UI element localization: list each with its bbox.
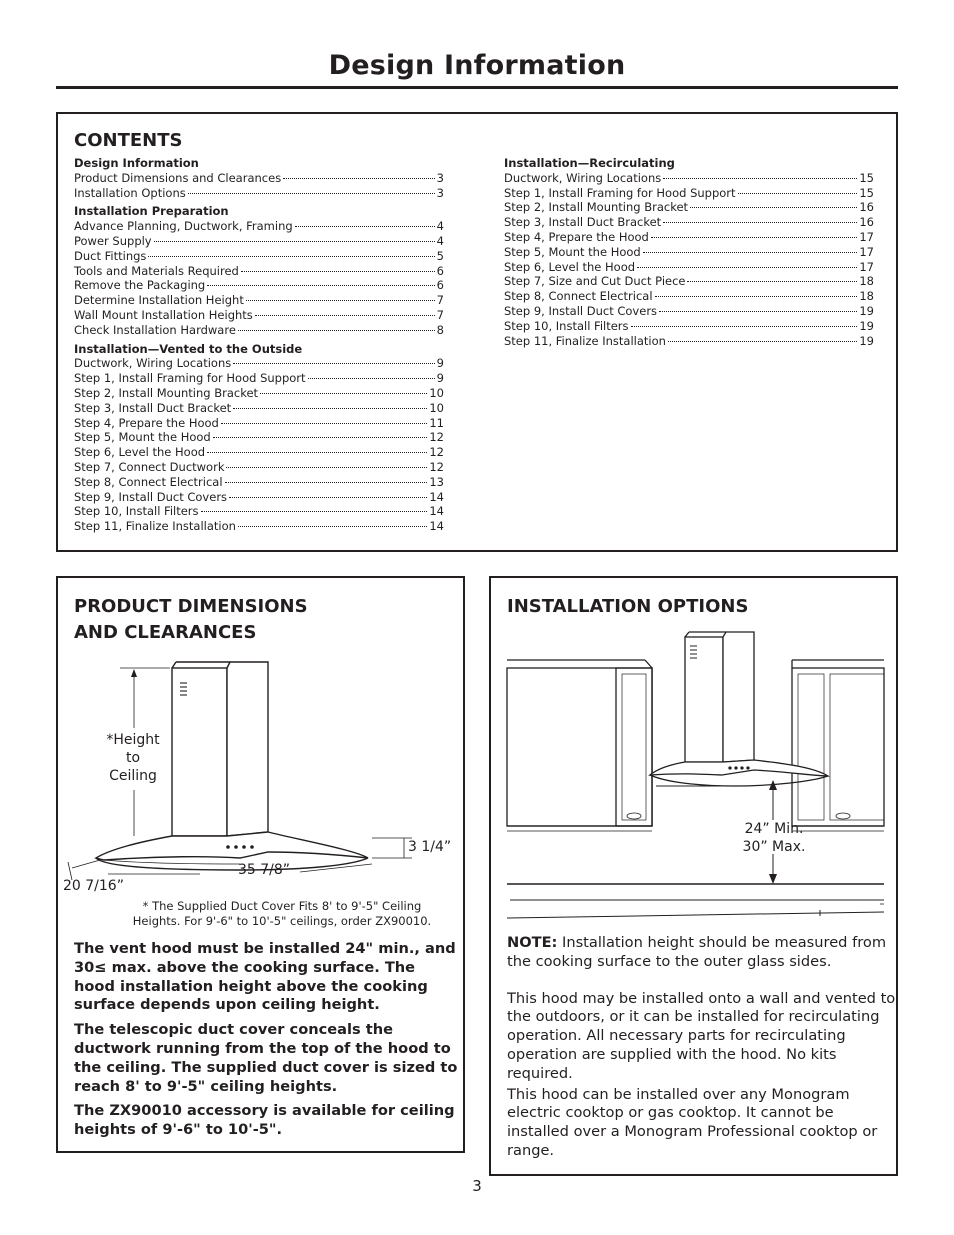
toc-entry-label: Step 8, Connect Electrical [74,474,223,489]
page-title: Design Information [328,50,626,81]
toc-entry-page: 19 [859,318,874,333]
toc-entry-label: Remove the Packaging [74,278,206,293]
toc-entry-label: Step 6, Level the Hood [74,445,206,460]
toc-entry-page: 7 [436,293,444,308]
toc-entry-page: 3 [436,170,444,185]
toc-entry-label: Check Installation Hardware [74,322,236,337]
page-number: 3 [472,1177,482,1195]
toc-entry-label: Product Dimensions and Clearances [74,170,282,185]
toc-entry-label: Installation Options [74,185,186,200]
toc-entry-label: Step 10, Install Filters [504,318,629,333]
toc-entry-label: Power Supply [74,233,152,248]
toc-entry-page: 16 [859,200,874,215]
toc-entry-label: Step 7, Connect Ductwork [74,459,225,474]
height-range-label [730,820,818,856]
toc-entry-label: Step 3, Install Duct Bracket [504,215,662,230]
toc-entry-page: 7 [436,307,444,322]
toc-entry-page: 10 [429,400,444,415]
depth-dimension: 20 7/16” [63,878,124,894]
toc-entry-label: Step 9, Install Duct Covers [504,303,658,318]
toc-entry-page: 12 [429,430,444,445]
toc-entry-label: Step 4, Prepare the Hood [504,229,649,244]
toc-section-heading: Installation—Recirculating [504,156,675,170]
dimensions-heading-line2: AND CLEARANCES [74,622,257,643]
toc-entry-label: Advance Planning, Ductwork, Framing [74,219,293,234]
toc-entry-page: 17 [859,244,874,259]
toc-entry-label: Step 4, Prepare the Hood [74,415,219,430]
toc-entry-page: 10 [429,385,444,400]
toc-entry-label: Step 5, Mount the Hood [74,430,211,445]
toc-entry-page: 3 [436,185,444,200]
toc-entry-page: 8 [436,322,444,337]
toc-entry-label: Step 2, Install Mounting Bracket [74,385,259,400]
toc-entry-label: Step 1, Install Framing for Hood Support [74,371,306,386]
dimensions-paragraph: The ZX90010 accessory is available for ceiling heights of 9'-6" to 10'-5". [74,1102,455,1139]
note-text: Installation height should be measured from the cooking surface to the outer glass sides. [507,934,887,970]
toc-entry-label: Duct Fittings [74,248,147,263]
toc-entry-page: 5 [436,248,444,263]
height-label-line2: to [125,750,141,766]
toc-entry-label: Wall Mount Installation Heights [74,307,253,322]
toc-entry-label: Step 3, Install Duct Bracket [74,400,232,415]
cooktop-counter [507,884,884,918]
height-label-line1: *Height [106,732,160,748]
options-heading: INSTALLATION OPTIONS [507,596,749,617]
toc-entry-label: Step 10, Install Filters [74,504,199,519]
dimensions-heading-line1: PRODUCT DIMENSIONS [74,596,308,617]
toc-entry-page: 11 [429,415,444,430]
toc-entry-page: 19 [859,303,874,318]
options-paragraph: This hood may be installed onto a wall and vented to the outdoors, or it can be installed for recirculating operation. All necessary parts for recirculating operation are supplied with the hood. No kits required. [507,989,896,1082]
toc-entry-page: 4 [436,233,444,248]
toc-entry-label: Step 5, Mount the Hood [504,244,641,259]
toc-entry-page: 19 [859,333,874,348]
toc-entry-label: Step 8, Connect Electrical [504,289,653,304]
toc-entry-label: Ductwork, Wiring Locations [504,170,662,185]
toc-entry-label: Step 6, Level the Hood [504,259,636,274]
footnote-line1: * The Supplied Duct Cover Fits 8' to 9'-5" Ceiling [142,899,422,913]
dimensions-paragraph: The telescopic duct cover conceals the ductwork running from the top of the hood to the ceiling. The supplied duct cover is sized to reach 8' to 9'-5" ceiling heights. [74,1021,458,1095]
toc-entry-page: 9 [436,356,444,371]
toc-entry-page: 4 [436,219,444,234]
right-cabinet [792,660,884,831]
toc-entry-page: 16 [859,215,874,230]
toc-entry-page: 9 [436,371,444,386]
options-chimney-front [685,637,723,762]
toc-entry-page: 6 [436,263,444,278]
dimensions-paragraph: The vent hood must be installed 24" min., and 30≤ max. above the cooking surface. The hood installation height above the cooking surface depends upon ceiling height. [74,940,456,1014]
width-dimension: 35 7/8” [238,862,291,878]
toc-entry-label: Step 11, Finalize Installation [504,333,666,348]
toc-entry-page: 15 [859,185,874,200]
left-cabinet [507,660,652,831]
footnote-line2: Heights. For 9'-6" to 10'-5" ceilings, order ZX90010. [132,913,432,928]
toc-entry-page: 17 [859,229,874,244]
toc-section-heading: Installation—Vented to the Outside [74,341,303,356]
toc-entry-page: 13 [429,474,444,489]
min-height-label: 24” Min. [744,821,804,837]
toc-entry-page: 14 [429,489,444,504]
toc-entry-label: Step 7, Size and Cut Duct Piece [504,274,686,289]
toc-entry-label: Ductwork, Wiring Locations [74,356,232,371]
toc-entry-page: 15 [859,170,874,185]
thickness-dimension: 3 1/4” [408,839,452,855]
toc-entry-page: 12 [429,445,444,460]
toc-entry-page: 18 [859,274,874,289]
toc-entry-page: 18 [859,289,874,304]
height-label-line3: Ceiling [109,768,157,784]
toc-entry-label: Step 2, Install Mounting Bracket [504,200,689,215]
toc-entry-page: 14 [429,519,444,534]
note-label: NOTE: [507,934,558,951]
toc-entry-page: 17 [859,259,874,274]
options-chimney-side [723,632,754,762]
toc-entry-page: 14 [429,504,444,519]
toc-entry-label: Determine Installation Height [74,293,244,308]
options-paragraph: This hood can be installed over any Monogram electric cooktop or gas cooktop. It cannot be installed over a Monogram Professional cooktop or range. [507,1085,878,1159]
toc-entry-label: Step 11, Finalize Installation [74,519,236,534]
toc-section-heading: Design Information [74,156,199,170]
toc-section-heading: Installation Preparation [74,204,229,219]
toc-entry-label: Tools and Materials Required [74,263,239,278]
toc-entry-page: 6 [436,278,444,293]
toc-entry-label: Step 1, Install Framing for Hood Support [504,185,736,200]
contents-heading: CONTENTS [74,130,183,151]
toc-entry-page: 12 [429,459,444,474]
max-height-label: 30” Max. [742,839,806,855]
toc-entry-label: Step 9, Install Duct Covers [74,489,228,504]
